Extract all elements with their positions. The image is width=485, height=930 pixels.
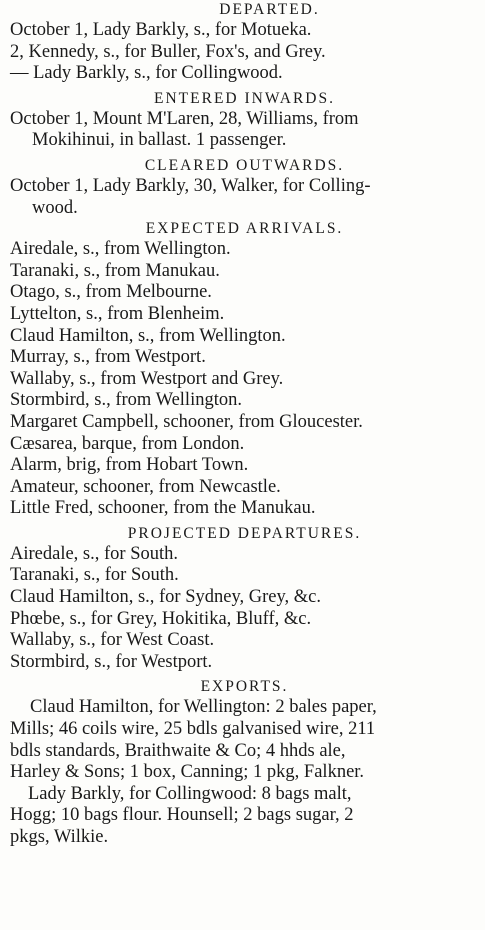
departed-section [10, 0, 479, 85]
expected-arrival-line: Claud Hamilton, s., from Wellington. [10, 325, 286, 346]
exports-line: Mills; 46 coils wire, 25 bdls galvanised wire, 211 [10, 719, 376, 740]
exports-heading: EXPORTS. [200, 678, 289, 696]
departed-line: 2, Kennedy, s., for Buller, Fox's, and Grey. [10, 41, 326, 62]
projected-departure-line: Wallaby, s., for West Coast. [10, 630, 215, 651]
expected-arrival-line: Otago, s., from Melbourne. [10, 282, 212, 303]
expected-arrivals-heading: EXPECTED ARRIVALS. [145, 220, 344, 238]
cleared-outwards-section [10, 156, 479, 219]
projected-departure-line: Phœbe, s., for Grey, Hokitika, Bluff, &c. [10, 608, 312, 629]
expected-arrival-line: Wallaby, s., from Westport and Grey. [10, 368, 284, 389]
expected-arrival-line: Murray, s., from Westport. [10, 347, 206, 368]
departed-line: October 1, Lady Barkly, s., for Motueka. [10, 20, 312, 40]
expected-arrival-line: Alarm, brig, from Hobart Town. [10, 455, 249, 476]
expected-arrival-line: Cæsarea, barque, from London. [10, 433, 245, 454]
exports-line: Hogg; 10 bags flour. Hounsell; 2 bags sugar, 2 [10, 805, 354, 826]
entered-inwards-heading: ENTERED INWARDS. [154, 89, 335, 107]
expected-arrival-line: Amateur, schooner, from Newcastle. [10, 476, 281, 497]
departed-heading: DEPARTED. [219, 1, 320, 18]
expected-arrival-line: Lyttelton, s., from Blenheim. [10, 303, 225, 324]
expected-arrival-line: Little Fred, schooner, from the Manukau. [10, 498, 316, 519]
projected-departure-line: Taranaki, s., for South. [10, 565, 179, 586]
projected-departure-line: Airedale, s., for South. [10, 543, 179, 564]
entered-inwards-line: Mokihinui, in ballast. 1 passenger. [32, 130, 287, 151]
expected-arrival-line: Taranaki, s., from Manukau. [10, 260, 220, 281]
projected-departure-line: Stormbird, s., for Westport. [10, 651, 213, 672]
projected-departures-heading: PROJECTED DEPARTURES. [127, 524, 362, 542]
exports-line: Harley & Sons; 1 box, Canning; 1 pkg, Falkner. [10, 762, 365, 783]
exports-line: Lady Barkly, for Collingwood: 8 bags malt, [28, 783, 352, 804]
cleared-outwards-heading: CLEARED OUTWARDS. [144, 156, 345, 174]
expected-arrival-line: Airedale, s., from Wellington. [10, 239, 231, 260]
entered-inwards-line: October 1, Mount M'Laren, 28, Williams, from [10, 108, 359, 129]
exports-line: bdls standards, Braithwaite & Co; 4 hhds ale, [10, 740, 346, 761]
projected-departures-section [10, 524, 479, 674]
cleared-outwards-line: wood. [32, 197, 78, 218]
exports-line: pkgs, Wilkie. [10, 827, 109, 847]
exports-line: Claud Hamilton, for Wellington: 2 bales paper, [30, 697, 377, 718]
exports-section [10, 677, 479, 848]
departed-line: — Lady Barkly, s., for Collingwood. [10, 63, 283, 84]
expected-arrivals-section [10, 219, 479, 520]
cleared-outwards-line: October 1, Lady Barkly, 30, Walker, for Colling- [10, 175, 371, 196]
entered-inwards-section [10, 89, 479, 152]
projected-departure-line: Claud Hamilton, s., for Sydney, Grey, &c. [10, 587, 322, 608]
expected-arrival-line: Margaret Campbell, schooner, from Gloucester. [10, 411, 363, 432]
expected-arrival-line: Stormbird, s., from Wellington. [10, 390, 242, 411]
